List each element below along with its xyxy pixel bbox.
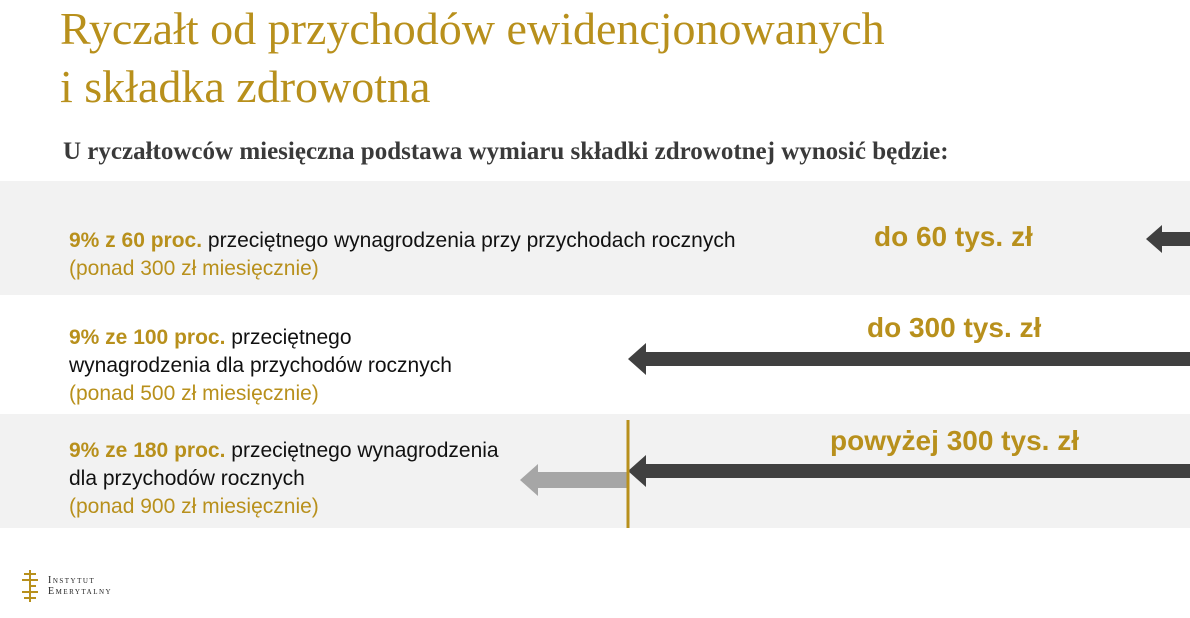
row-1-arrow [1146, 225, 1190, 253]
row-1-description: przeciętnego wynagrodzenia przy przychodach rocznych [207, 229, 736, 252]
row-2-amount: do 300 tys. zł [867, 312, 1042, 343]
row-3-amount: powyżej 300 tys. zł [830, 425, 1079, 456]
title-line-2: i składka zdrowotna [60, 61, 431, 112]
title-line-1: Ryczałt od przychodów ewidencjonowanych [60, 3, 885, 54]
row-3-arrow [628, 455, 1190, 487]
row-3-description-1: przeciętnego wynagrodzenia [231, 439, 499, 462]
row-2-description-1: przeciętnego [231, 326, 352, 349]
row-3-extension-arrow [520, 464, 628, 496]
row-3-rate: 9% ze 180 proc. [69, 439, 226, 462]
logo [20, 570, 112, 602]
row-1-note: (ponad 300 zł miesięcznie) [69, 257, 319, 280]
row-2-description-2: wynagrodzenia dla przychodów rocznych [69, 354, 452, 377]
row-1-text [69, 227, 736, 283]
row-2-arrow [628, 343, 1190, 375]
ie-monogram-icon [20, 570, 40, 602]
logo-text [48, 575, 112, 597]
logo-line-1: Instytut [48, 575, 96, 586]
row-2-text [69, 324, 452, 408]
row-3-description-2: dla przychodów rocznych [69, 467, 305, 490]
row-1-amount: do 60 tys. zł [874, 221, 1033, 252]
page-subtitle: U ryczałtowców miesięczna podstawa wymiaru składki zdrowotnej wynosić będzie: [63, 138, 949, 165]
row-3-text [69, 437, 499, 521]
row-3-note: (ponad 900 zł miesięcznie) [69, 495, 319, 518]
row-1-rate: 9% z 60 proc. [69, 229, 203, 252]
row-2-rate: 9% ze 100 proc. [69, 326, 226, 349]
row-2-note: (ponad 500 zł miesięcznie) [69, 382, 319, 405]
logo-line-2: Emerytalny [48, 586, 113, 597]
